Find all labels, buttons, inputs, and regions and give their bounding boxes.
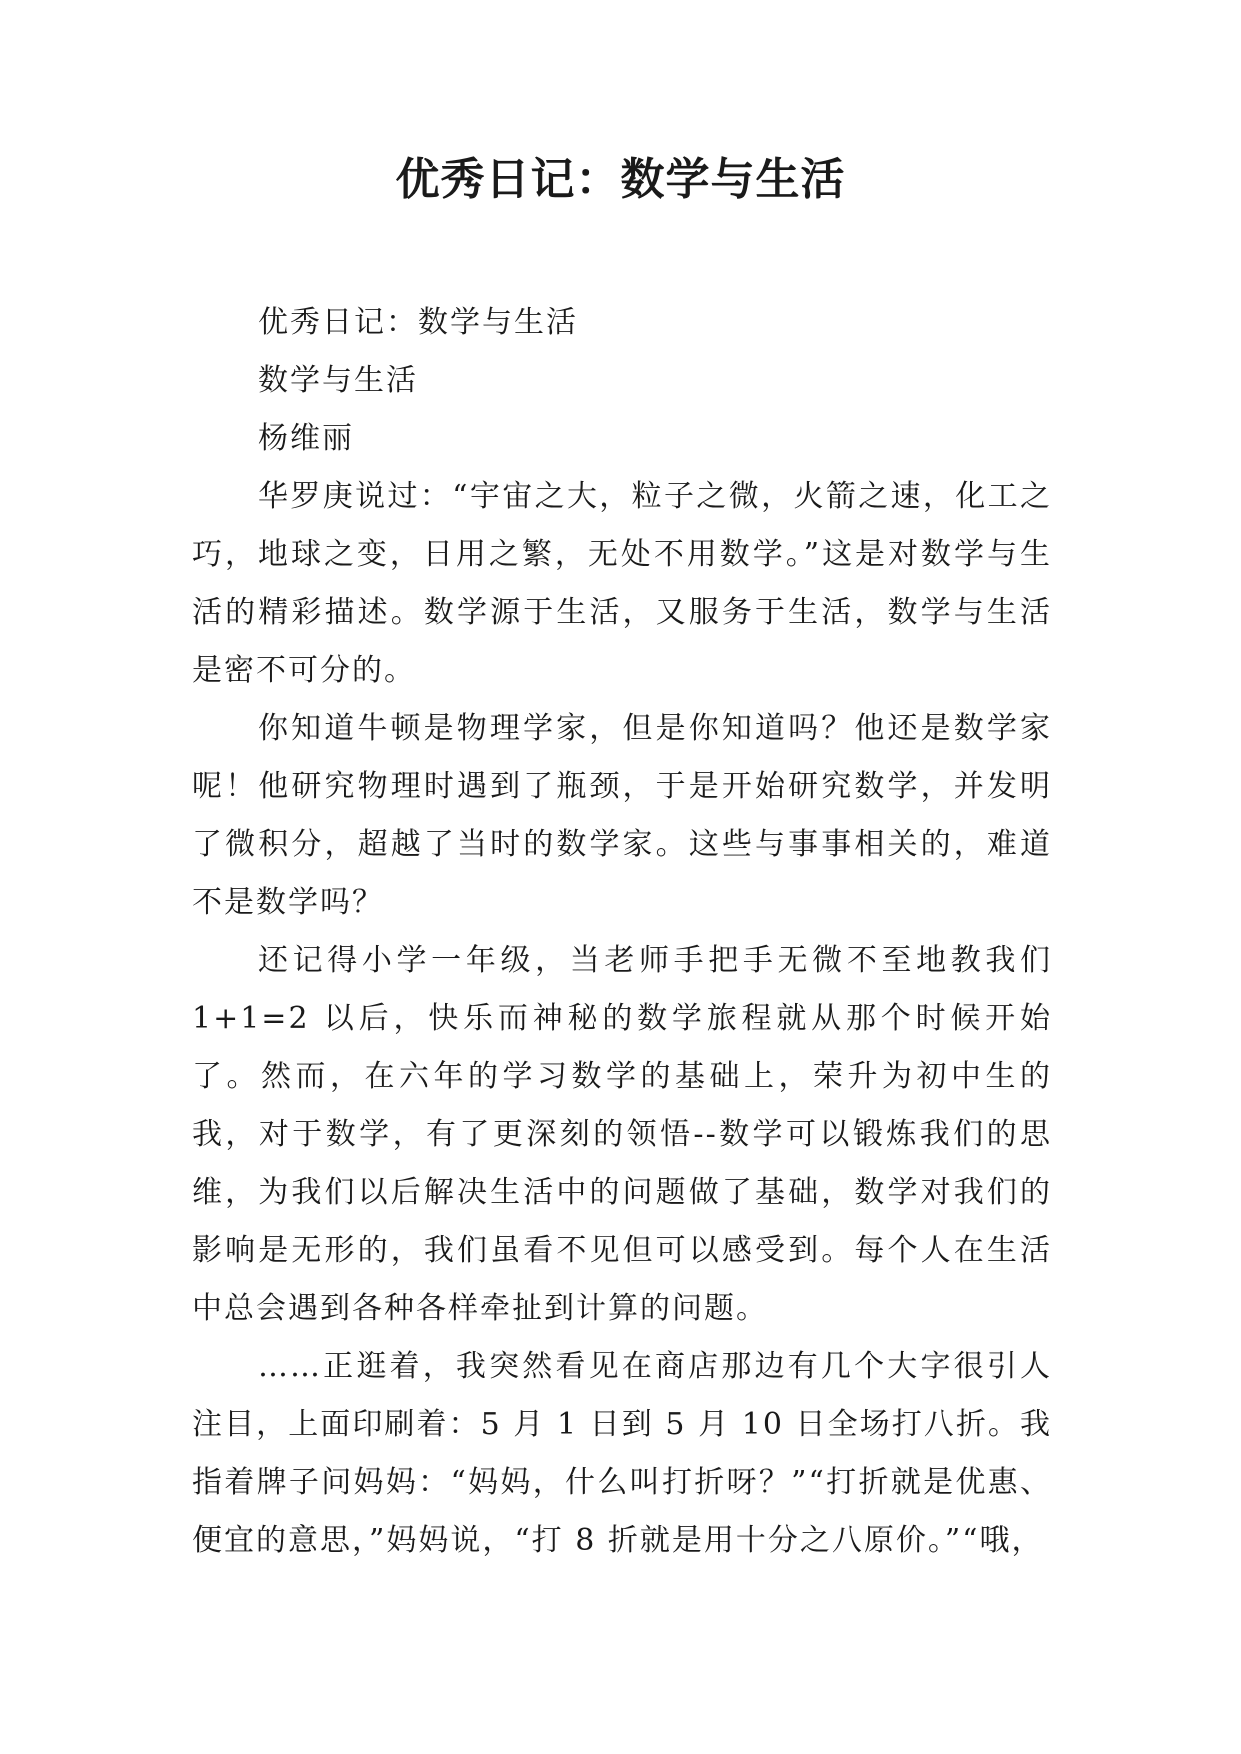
document-title: 优秀日记：数学与生活 bbox=[395, 154, 846, 205]
paragraph-subtitle: 数学与生活 bbox=[258, 363, 418, 398]
paragraph-repeated-title: 优秀日记：数学与生活 bbox=[258, 305, 578, 340]
paragraph-author: 杨维丽 bbox=[258, 421, 354, 456]
paragraph-first-grade: 还记得小学一年级，当老师手把手无微不至地教我们 1+1=2 以后，快乐而神秘的数学旅程就从那个时候开始了。然而，在六年的学习数学的基础上，荣升为初中生的我，对于数学，有了更深刻的领悟--数学可以锻炼我们的思维，为我们以后解决生活中的问题做了基础，数学对我们的影响是无形的，我们虽看不见但可以感受到。每个人在生活中总会遇到各种各样牵扯到计算的问题。 bbox=[192, 943, 1052, 1326]
paragraph-discount-story: ……正逛着，我突然看见在商店那边有几个大字很引人注目，上面印刷着：5 月 1 日到 5 月 10 日全场打八折。我指着牌子问妈妈：“妈妈，什么叫打折呀？”“打折就是优惠、便宜的意思，”妈妈说，“打 8 折就是用十分之八原价。”“哦， bbox=[192, 1349, 1052, 1558]
paragraph-hua-luogeng-quote: 华罗庚说过：“宇宙之大，粒子之微，火箭之速，化工之巧，地球之变，日用之繁，无处不用数学。”这是对数学与生活的精彩描述。数学源于生活，又服务于生活，数学与生活是密不可分的。 bbox=[192, 479, 1052, 688]
document-body bbox=[192, 294, 1052, 1570]
paragraph-newton: 你知道牛顿是物理学家，但是你知道吗？他还是数学家呢！他研究物理时遇到了瓶颈，于是开始研究数学，并发明了微积分，超越了当时的数学家。这些与事事相关的，难道不是数学吗？ bbox=[192, 711, 1052, 920]
